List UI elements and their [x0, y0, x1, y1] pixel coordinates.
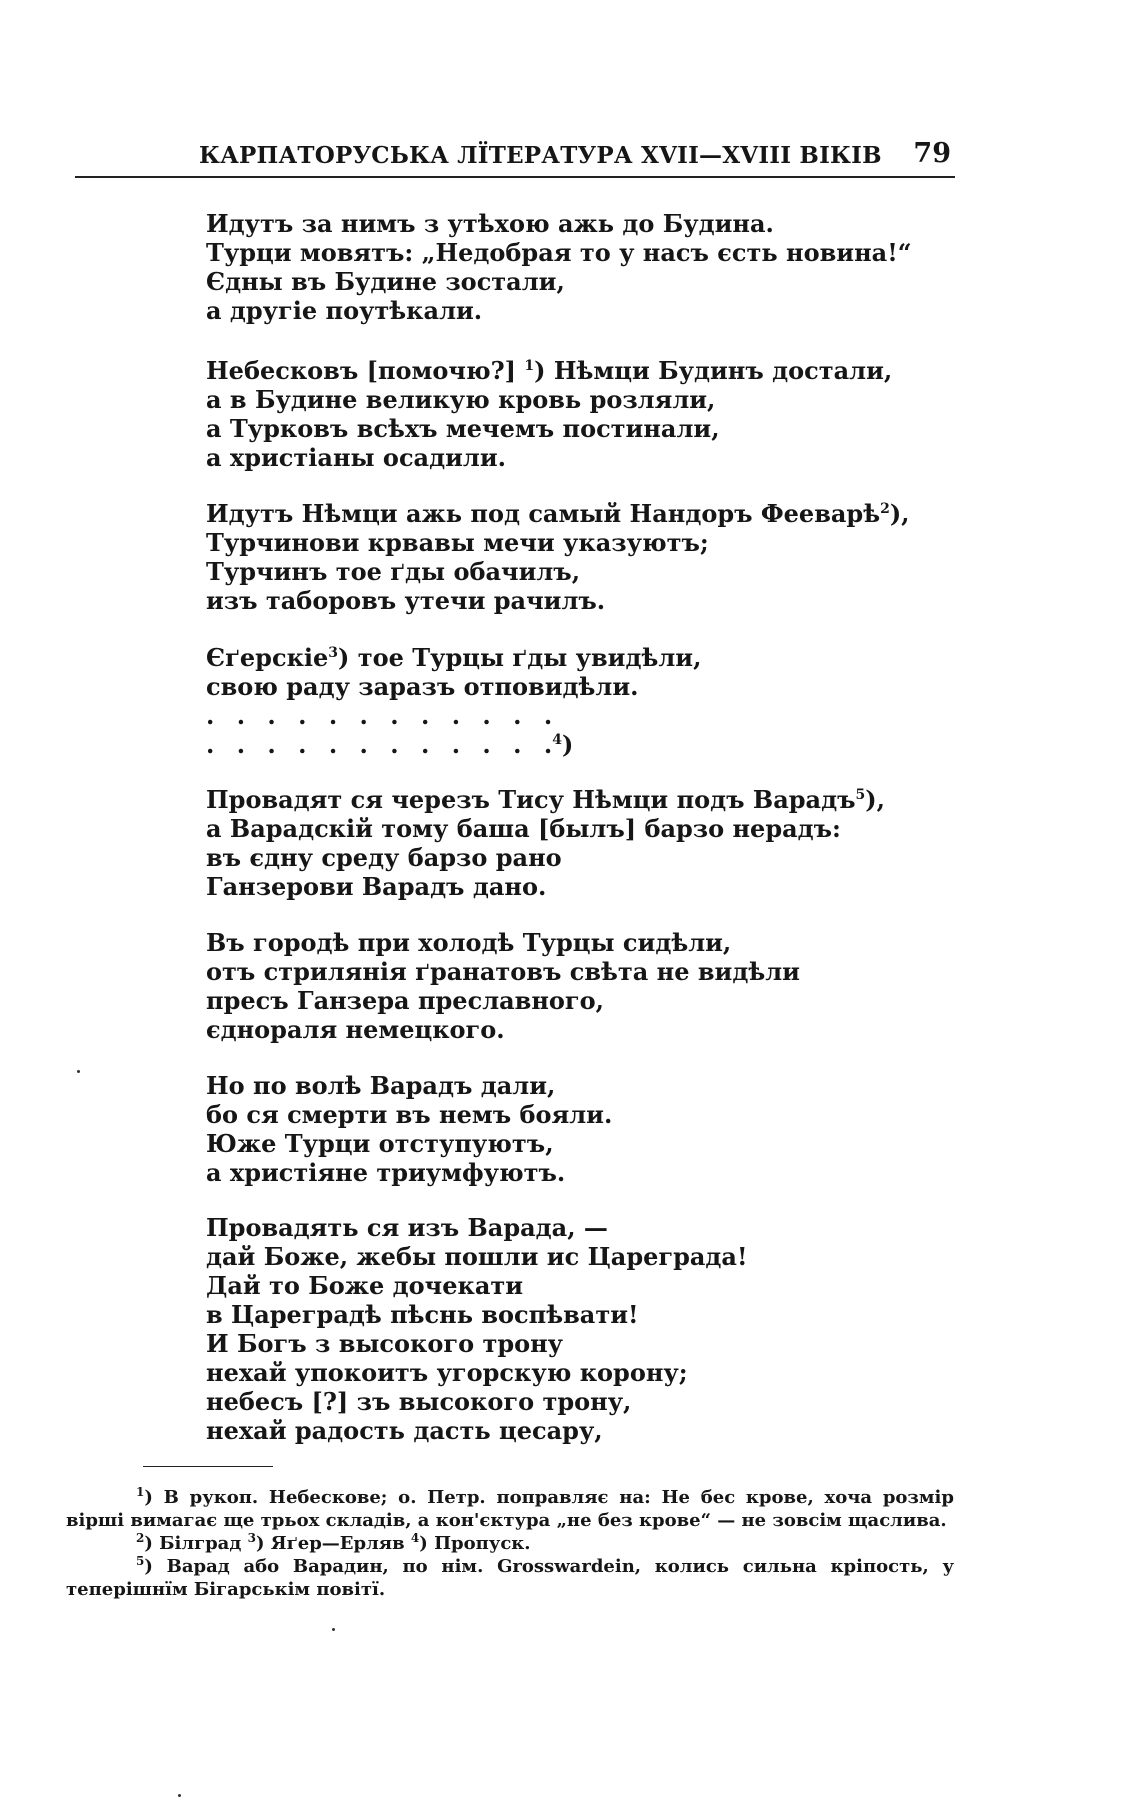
verse-line: Єдны въ Будине зостали, — [206, 267, 565, 296]
footnote-1: $^1$) В рукоп. Небескове; о. Петр. поправляє на: Не бес крове, хоча розмір вірші вимагає ще трьох складів, а кон'єктура „не без крове“ — не зовсім щаслива. — [66, 1485, 954, 1531]
verse-line: а христіяне триумфуютъ. — [206, 1158, 566, 1187]
footnote-2-3-4: $^2$) Білград $^3$) Яґер—Ерляв $^4$) Пропуск. — [136, 1531, 531, 1554]
stanza-4 — [206, 643, 701, 759]
verse-line: а Турковъ всѣхъ мечемъ постинали, — [206, 414, 720, 443]
verse-line: Турци мовятъ: „Недобрая то у насъ єсть новина!“ — [206, 238, 912, 267]
verse-line — [206, 785, 885, 814]
footnote-ref: 4 — [552, 732, 562, 748]
verse-line: Ганзерови Варадъ дано. — [206, 872, 547, 901]
verse-line: Но по волѣ Варадъ дали, — [206, 1071, 556, 1100]
footnote-ref: 1 — [524, 358, 535, 374]
verse-line: єднораля немецкого. — [206, 1015, 505, 1044]
verse-text: Небесковъ [помочю?] — [206, 356, 516, 385]
omission-dots: . . . . . . . . . . . . — [206, 730, 553, 759]
stanza-2 — [206, 356, 892, 472]
print-speck — [332, 1628, 335, 1631]
verse-line: Дай то Боже дочекати — [206, 1271, 524, 1300]
verse-line: отъ стрилянія ґранатовъ свѣта не видѣли — [206, 957, 800, 986]
running-head — [75, 138, 955, 178]
footnote-text: Яґер—Ерляв — [270, 1533, 405, 1554]
verse-line: Идутъ за нимъ з утѣхою ажь до Будина. — [206, 209, 774, 238]
footnote-5: $^5$) Варад або Варадин, по нім. Grosswardein, колись сильна кріпость, у теперішнїм Бігарськім повітї. — [66, 1554, 954, 1600]
verse-line: нехай радость дасть цесару, — [206, 1416, 603, 1445]
footnote-text: Варад або Варадин, по нім. Grosswardein, колись сильна кріпость, у теперішнїм Бігарськім повітї. — [66, 1556, 954, 1600]
verse-line: И Богъ з высокого трону — [206, 1329, 564, 1358]
verse-text: Нѣмци Будинъ достали, — [553, 356, 893, 385]
verse-line: бо ся смерти въ немъ бояли. — [206, 1100, 613, 1129]
stanza-5 — [206, 785, 885, 901]
verse-line: Въ городѣ при холодѣ Турцы сидѣли, — [206, 928, 732, 957]
print-speck — [77, 1070, 80, 1073]
verse-line: а другіе поутѣкали. — [206, 296, 483, 325]
verse-line: свою раду заразъ отповидѣли. — [206, 672, 639, 701]
footnote-number: 4 — [410, 1531, 420, 1545]
verse-line: небесъ [?] зъ высокого трону, — [206, 1387, 632, 1416]
verse-line: Провадять ся изъ Варада, — — [206, 1213, 608, 1242]
verse-line — [206, 643, 701, 672]
verse-line: дай Боже, жебы пошли ис Цареграда! — [206, 1242, 748, 1271]
stanza-6 — [206, 928, 800, 1044]
verse-line: а Варадскій тому баша [былъ] барзо нерадъ: — [206, 814, 841, 843]
verse-text: ), — [889, 499, 910, 528]
stanza-8 — [206, 1213, 748, 1445]
footnote-number: 2 — [136, 1531, 145, 1545]
footnote-text: Пропуск. — [434, 1533, 531, 1554]
header-rule — [75, 176, 955, 178]
verse-line: Юже Турци отступуютъ, — [206, 1129, 554, 1158]
verse-line: нехай упокоитъ угорскую корону; — [206, 1358, 688, 1387]
footnote-text: В рукоп. Небескове; о. Петр. поправляє на: Не бес крове, хоча розмір вірші вимагає ще трьох складів, а кон'єктура „не без крове“ — не зовсім щаслива. — [66, 1487, 954, 1531]
page-number: 79 — [913, 138, 951, 169]
verse-line: Турчинови крвавы мечи указуютъ; — [206, 528, 709, 557]
footnote-ref: 2 — [880, 501, 890, 517]
stanza-1 — [206, 209, 912, 325]
verse-text: ) тое Турцы ґды увидѣли, — [338, 643, 702, 672]
footnotes — [66, 1486, 954, 1601]
print-speck — [178, 1794, 181, 1797]
running-title: КАРПАТОРУСЬКА ЛЇТЕРАТУРА XVII—XVIII ВІКІВ — [199, 142, 882, 169]
omission-dots: . . . . . . . . . . . . — [206, 701, 553, 730]
footnote-ref: 3 — [328, 645, 339, 661]
footnote-ref: 5 — [855, 787, 866, 803]
verse-text: Єґерскіе — [206, 643, 329, 672]
verse-line: въ єдну среду барзо рано — [206, 843, 562, 872]
footnote-number: 1 — [136, 1485, 145, 1499]
verse-line: Небесковъ [помочю?] $^1$) Нѣмци Будинъ достали, — [206, 356, 893, 385]
verse-line: а в Будине великую кровь розляли, — [206, 385, 716, 414]
verse-line: Турчинъ тое ґды обачилъ, — [206, 557, 581, 586]
verse-text: ), — [865, 785, 885, 814]
stanza-7 — [206, 1071, 612, 1187]
verse-line: изъ таборовъ утечи рачилъ. — [206, 586, 606, 615]
footnote-number: 3 — [247, 1531, 256, 1545]
verse-line — [206, 499, 910, 528]
verse-text: Идутъ Нѣмци ажь под самый Нандоръ Фееварѣ — [206, 499, 881, 528]
verse-line: в Цареградѣ пѣснь воспѣвати! — [206, 1300, 639, 1329]
footnote-text: Білград — [159, 1533, 242, 1554]
footnote-rule — [143, 1466, 273, 1467]
verse-text: Провадят ся черезъ Тису Нѣмци подъ Варадъ — [206, 785, 856, 814]
omission-dots-line: . . . . . . . . . . . .$^4$) — [206, 730, 574, 759]
stanza-3 — [206, 499, 910, 615]
verse-line: а христіаны осадили. — [206, 443, 506, 472]
footnote-number: 5 — [136, 1554, 145, 1568]
verse-line: пресъ Ганзера преславного, — [206, 986, 604, 1015]
